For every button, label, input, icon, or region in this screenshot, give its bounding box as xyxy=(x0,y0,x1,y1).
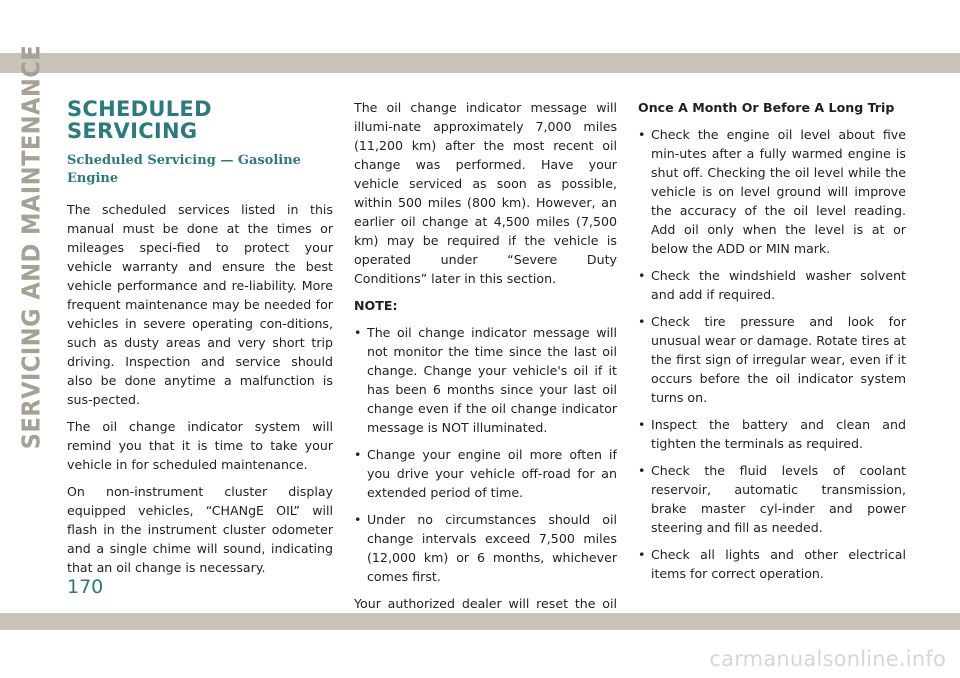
header-band xyxy=(0,0,960,74)
section-side-tab xyxy=(14,44,48,450)
checklist-item: • Inspect the battery and clean and tighten the terminals as required. xyxy=(638,415,906,453)
checklist-item: • Check tire pressure and look for unusual wear or damage. Rotate tires at the first sign of irregular wear, even if it occurs before the oil indicator system turns on. xyxy=(638,312,906,407)
paragraph: The scheduled services listed in this manual must be done at the times or mileages speci-fied to protect your vehicle warranty and ensure the best vehicle performance and re-liability. More frequent maintenance may be needed for vehicles in severe operating con-ditions, such as dusty areas and very short trip driving. Inspection and service should also be done anytime a malfunction is sus-pected. xyxy=(67,202,333,407)
note-item: • Change your engine oil more often if you drive your vehicle off-road for an extended period of time. xyxy=(354,445,617,502)
note-label: NOTE: xyxy=(354,298,398,313)
checklist xyxy=(638,125,906,583)
footer-stripe xyxy=(0,613,960,630)
note-item: • The oil change indicator message will not monitor the time since the last oil change. Change your vehicle's oil if it has been 6 months since your last oil change even if the oil change indicator message is NOT illuminated. xyxy=(354,323,617,437)
page-title: SCHEDULED SERVICING xyxy=(67,97,212,143)
checklist-item: • Check the fluid levels of coolant reservoir, automatic transmission, brake master cyl-inder and power steering and fill as needed. xyxy=(638,461,906,537)
column-right xyxy=(638,98,906,591)
column-left xyxy=(67,98,333,585)
paragraph: The oil change indicator message will illumi-nate approximately 7,000 miles (11,200 km) after the most recent oil change was performed. Have your vehicle serviced as soon as possible, within 500 miles (800 km). However, an earlier oil change at 4,500 miles (7,500 km) may be required if the vehicle is operated under “Severe Duty Conditions” later in this section. xyxy=(354,100,617,286)
paragraph: On non-instrument cluster display equipped vehicles, “CHANgE OIL” will flash in the instrument cluster odometer and a single chime will sound, indicating that an oil change is necessary. xyxy=(67,484,333,575)
checklist-heading: Once A Month Or Before A Long Trip xyxy=(638,100,895,115)
note-list xyxy=(354,323,617,586)
paragraph: The oil change indicator system will remind you that it is time to take your vehicle in for scheduled maintenance. xyxy=(67,419,333,472)
header-stripe xyxy=(0,53,960,73)
watermark: carmanualsonline.info xyxy=(709,647,946,671)
note-item: • Under no circumstances should oil change intervals exceed 7,500 miles (12,000 km) or 6 months, whichever comes first. xyxy=(354,510,617,586)
section-side-tab-label: SERVICING AND MAINTENANCE xyxy=(16,44,46,450)
column-middle xyxy=(354,98,617,659)
paragraph: Your authorized dealer will reset the oil xyxy=(354,596,617,611)
page-number: 170 xyxy=(67,576,104,598)
checklist-item: • Check the engine oil level about five min-utes after a fully warmed engine is shut off. Checking the oil level while the vehicle is on level ground will improve the accuracy of the oil level reading. Add oil only when the level is at or below the ADD or MIN mark. xyxy=(638,125,906,258)
checklist-item: • Check the windshield washer solvent and add if required. xyxy=(638,266,906,304)
section-subtitle: Scheduled Servicing — Gasoline Engine xyxy=(67,153,301,186)
checklist-item: • Check all lights and other electrical items for correct operation. xyxy=(638,545,906,583)
